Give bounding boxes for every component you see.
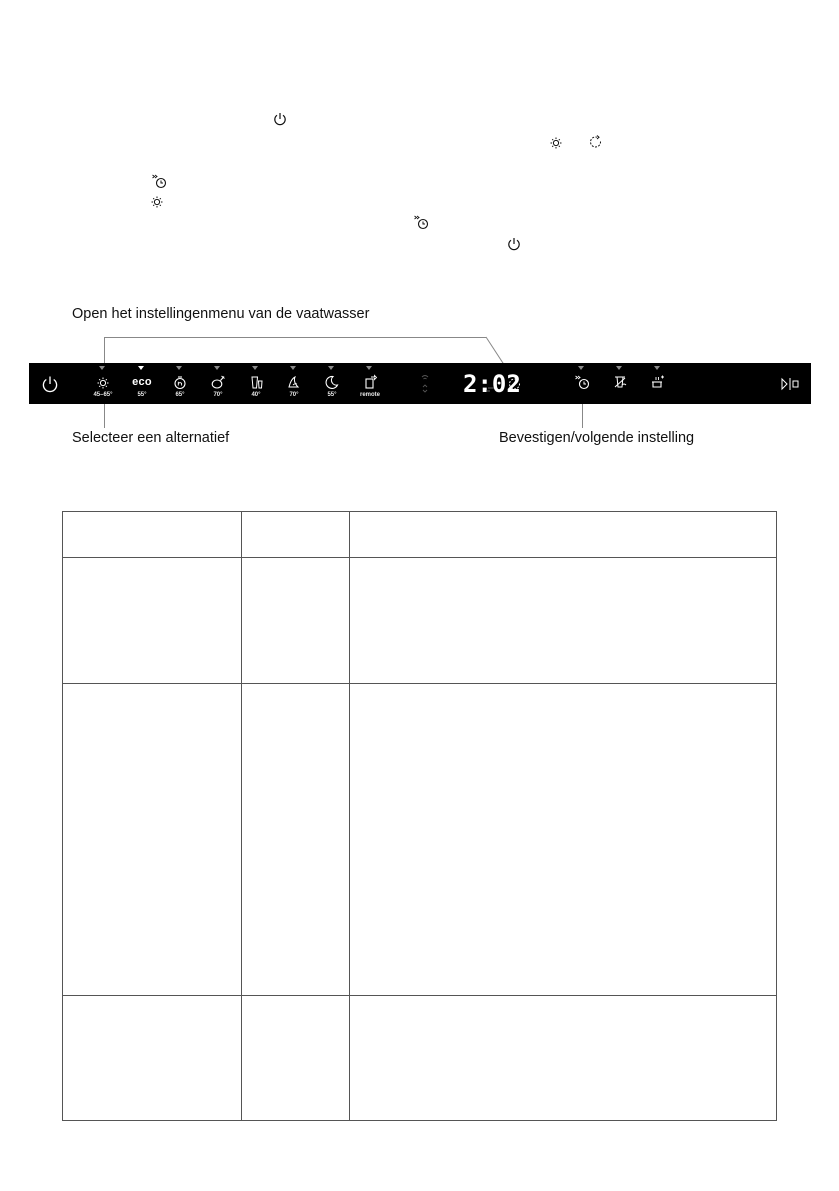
table-cell [350,558,777,684]
refresh-clock-icon [588,134,604,150]
table-row [63,684,777,996]
callout-select-alternative: Selecteer een alternatief [72,430,230,446]
table-cell [63,684,242,996]
table-cell [63,558,242,684]
table-cell [242,558,350,684]
program-temp: 55° [137,392,147,398]
indicator-triangle [366,366,372,370]
indicator-triangle [214,366,220,370]
rinse-aid-indicator-icon [485,385,495,393]
delay-start-icon [413,214,429,230]
option-intensive-zone[interactable] [643,363,673,404]
program-auto[interactable] [88,363,118,404]
glass-icon [248,374,264,390]
power-button[interactable] [40,374,60,394]
auto-program-icon [149,193,165,209]
program-temp: 70° [289,392,299,398]
indicator-triangle [616,366,622,370]
settings-table [62,511,777,1121]
indicator-triangle [290,366,296,370]
leader-line-top [104,337,486,338]
extra-dry-icon [612,374,628,390]
control-panel [29,363,811,404]
table-cell [242,512,350,558]
eco-label: eco [132,376,152,388]
callout-confirm-next: Bevestigen/volgende instelling [499,430,695,446]
table-cell [350,996,777,1121]
pot-pan-icon [210,374,226,390]
table-header-row [63,512,777,558]
indicator-triangle [99,366,105,370]
auto-program-icon [548,134,564,150]
night-moon-icon [324,374,340,390]
power-icon [272,111,288,127]
table-cell [63,512,242,558]
program-hygiene[interactable] [279,363,309,404]
remote-program-icon [362,374,378,390]
program-temp: 40° [251,392,261,398]
table-cell [350,512,777,558]
program-one-hour[interactable] [165,363,195,404]
table-row [63,558,777,684]
auto-program-icon [95,374,111,390]
table-cell [63,996,242,1121]
table-cell [350,684,777,996]
intensive-zone-icon [650,374,666,390]
start-pause-button[interactable] [780,377,800,391]
table-row [63,996,777,1121]
indicator-triangle [654,366,660,370]
program-glass[interactable] [241,363,271,404]
table-cell [242,996,350,1121]
indicator-triangle-selected [138,366,144,370]
program-temp: 55° [327,392,337,398]
delay-start-icon [151,173,167,189]
indicator-triangle [578,366,584,370]
power-icon [506,236,522,252]
hygiene-icon [286,374,302,390]
table-cell [242,684,350,996]
settings-refresh-button[interactable] [507,376,523,392]
program-temp: 45–65° [93,392,113,398]
option-delay-start[interactable] [567,363,597,404]
program-temp: 70° [213,392,223,398]
one-hour-program-icon [172,374,188,390]
program-night[interactable] [317,363,347,404]
callout-settings-menu: Open het instellingenmenu van de vaatwasser [72,306,370,322]
program-remote[interactable] [355,363,385,404]
indicator-triangle [328,366,334,370]
indicator-triangle [176,366,182,370]
program-temp: 65° [175,392,185,398]
program-eco[interactable] [127,363,157,404]
program-pots-pans[interactable] [203,363,233,404]
option-extra-dry[interactable] [605,363,635,404]
delay-start-icon [574,374,590,390]
time-display: 2:02 [463,370,521,398]
wifi-indicator-icon [421,373,429,395]
indicator-triangle [252,366,258,370]
program-temp: remote [359,392,380,398]
